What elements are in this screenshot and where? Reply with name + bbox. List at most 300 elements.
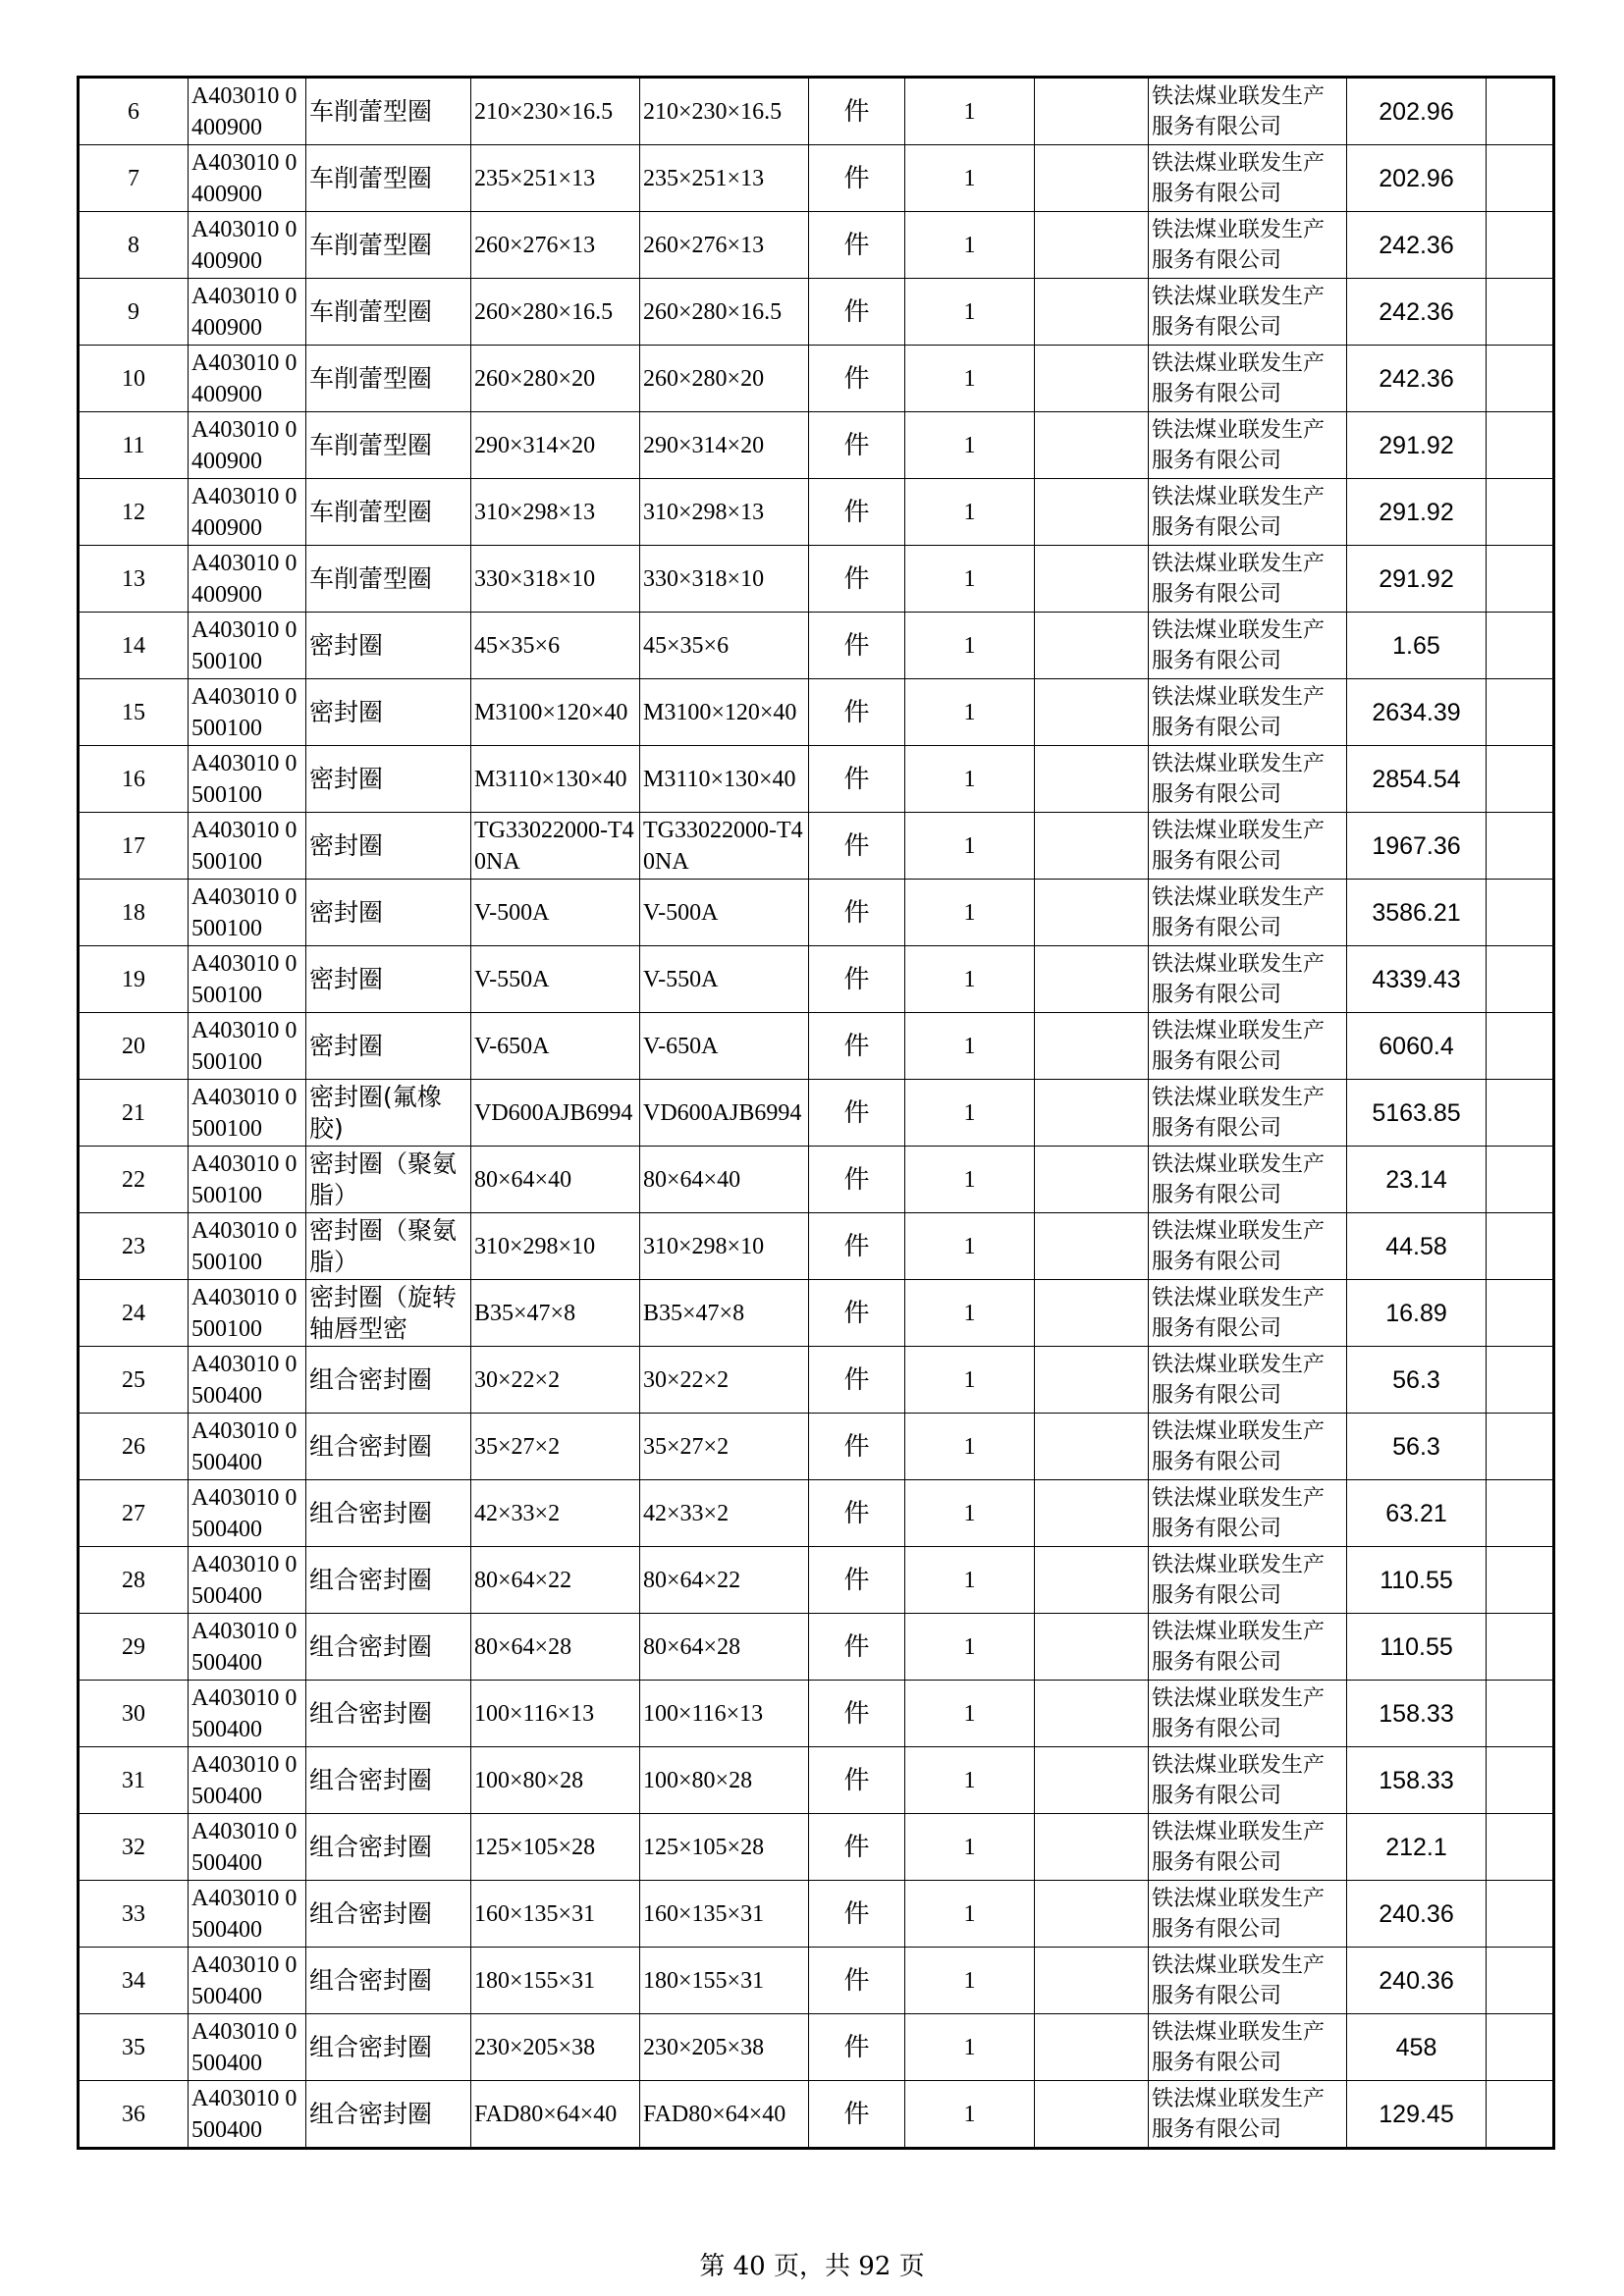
- spec-model-alt-cell: TG33022000-T40NA: [640, 813, 809, 880]
- material-name-cell: 车削蕾型圈: [306, 78, 471, 145]
- material-code-cell: A403010 0400900: [189, 145, 306, 212]
- spec-model-cell: 125×105×28: [471, 1814, 640, 1881]
- unit-cell: 件: [809, 412, 905, 479]
- remark-cell: [1035, 145, 1149, 212]
- material-name-cell: 密封圈: [306, 679, 471, 746]
- unit-price-cell: 4339.43: [1347, 946, 1487, 1013]
- extra-cell: [1487, 346, 1554, 412]
- unit-cell: 件: [809, 1547, 905, 1614]
- spec-model-cell: 290×314×20: [471, 412, 640, 479]
- material-code-cell: A403010 0500400: [189, 1414, 306, 1480]
- material-name-cell: 组合密封圈: [306, 1614, 471, 1681]
- row-index-cell: 15: [79, 679, 189, 746]
- unit-price-cell: 2634.39: [1347, 679, 1487, 746]
- remark-cell: [1035, 1547, 1149, 1614]
- supplier-cell: 铁法煤业联发生产服务有限公司: [1149, 2014, 1347, 2081]
- unit-price-cell: 158.33: [1347, 1681, 1487, 1747]
- material-code-cell: A403010 0500100: [189, 946, 306, 1013]
- material-code-cell: A403010 0400900: [189, 479, 306, 546]
- quantity-cell: 1: [905, 212, 1035, 279]
- spec-model-alt-cell: 260×276×13: [640, 212, 809, 279]
- supplier-cell: 铁法煤业联发生产服务有限公司: [1149, 212, 1347, 279]
- table-row: [79, 1147, 1554, 1213]
- unit-price-cell: 110.55: [1347, 1547, 1487, 1614]
- material-code-cell: A403010 0500400: [189, 1948, 306, 2014]
- spec-model-cell: V-650A: [471, 1013, 640, 1080]
- spec-model-alt-cell: FAD80×64×40: [640, 2081, 809, 2149]
- spec-model-alt-cell: 290×314×20: [640, 412, 809, 479]
- row-index-cell: 6: [79, 78, 189, 145]
- material-name-cell: 组合密封圈: [306, 1814, 471, 1881]
- quantity-cell: 1: [905, 613, 1035, 679]
- unit-cell: 件: [809, 2081, 905, 2149]
- remark-cell: [1035, 479, 1149, 546]
- unit-cell: 件: [809, 1614, 905, 1681]
- spec-model-alt-cell: 210×230×16.5: [640, 78, 809, 145]
- material-name-cell: 密封圈（聚氨脂）: [306, 1213, 471, 1280]
- table-row: [79, 1347, 1554, 1414]
- spec-model-alt-cell: 80×64×22: [640, 1547, 809, 1614]
- quantity-cell: 1: [905, 279, 1035, 346]
- table-row: [79, 1480, 1554, 1547]
- supplier-cell: 铁法煤业联发生产服务有限公司: [1149, 279, 1347, 346]
- spec-model-cell: VD600AJB6994: [471, 1080, 640, 1147]
- spec-model-alt-cell: M3110×130×40: [640, 746, 809, 813]
- unit-price-cell: 2854.54: [1347, 746, 1487, 813]
- row-index-cell: 34: [79, 1948, 189, 2014]
- spec-model-cell: 80×64×28: [471, 1614, 640, 1681]
- table-row: [79, 613, 1554, 679]
- quantity-cell: 1: [905, 1681, 1035, 1747]
- row-index-cell: 23: [79, 1213, 189, 1280]
- remark-cell: [1035, 1280, 1149, 1347]
- table-row: [79, 880, 1554, 946]
- supplier-cell: 铁法煤业联发生产服务有限公司: [1149, 946, 1347, 1013]
- remark-cell: [1035, 1080, 1149, 1147]
- unit-cell: 件: [809, 613, 905, 679]
- spec-model-cell: 35×27×2: [471, 1414, 640, 1480]
- unit-cell: 件: [809, 1280, 905, 1347]
- spec-model-cell: 180×155×31: [471, 1948, 640, 2014]
- spec-model-alt-cell: 310×298×10: [640, 1213, 809, 1280]
- unit-cell: 件: [809, 1881, 905, 1948]
- row-index-cell: 19: [79, 946, 189, 1013]
- extra-cell: [1487, 1547, 1554, 1614]
- quantity-cell: 1: [905, 2014, 1035, 2081]
- remark-cell: [1035, 212, 1149, 279]
- remark-cell: [1035, 546, 1149, 613]
- table-row: [79, 679, 1554, 746]
- extra-cell: [1487, 1814, 1554, 1881]
- extra-cell: [1487, 279, 1554, 346]
- row-index-cell: 7: [79, 145, 189, 212]
- unit-cell: 件: [809, 1681, 905, 1747]
- material-code-cell: A403010 0500400: [189, 1547, 306, 1614]
- quantity-cell: 1: [905, 880, 1035, 946]
- table-row: [79, 546, 1554, 613]
- spec-model-alt-cell: 100×80×28: [640, 1747, 809, 1814]
- remark-cell: [1035, 813, 1149, 880]
- supplier-cell: 铁法煤业联发生产服务有限公司: [1149, 679, 1347, 746]
- remark-cell: [1035, 78, 1149, 145]
- unit-price-cell: 240.36: [1347, 1948, 1487, 2014]
- quantity-cell: 1: [905, 479, 1035, 546]
- unit-cell: 件: [809, 946, 905, 1013]
- table-row: [79, 1681, 1554, 1747]
- spec-model-alt-cell: 30×22×2: [640, 1347, 809, 1414]
- supplier-cell: 铁法煤业联发生产服务有限公司: [1149, 1280, 1347, 1347]
- supplier-cell: 铁法煤业联发生产服务有限公司: [1149, 1480, 1347, 1547]
- spec-model-cell: 310×298×10: [471, 1213, 640, 1280]
- unit-price-cell: 202.96: [1347, 78, 1487, 145]
- unit-cell: 件: [809, 1347, 905, 1414]
- material-name-cell: 密封圈（旋转轴唇型密: [306, 1280, 471, 1347]
- unit-price-cell: 202.96: [1347, 145, 1487, 212]
- extra-cell: [1487, 1347, 1554, 1414]
- row-index-cell: 35: [79, 2014, 189, 2081]
- table-row: [79, 946, 1554, 1013]
- unit-cell: 件: [809, 212, 905, 279]
- unit-price-cell: 458: [1347, 2014, 1487, 2081]
- unit-cell: 件: [809, 1480, 905, 1547]
- unit-price-cell: 242.36: [1347, 212, 1487, 279]
- quantity-cell: 1: [905, 746, 1035, 813]
- remark-cell: [1035, 613, 1149, 679]
- material-name-cell: 组合密封圈: [306, 2081, 471, 2149]
- material-code-cell: A403010 0500100: [189, 1080, 306, 1147]
- unit-cell: 件: [809, 746, 905, 813]
- table-row: [79, 813, 1554, 880]
- unit-cell: 件: [809, 1747, 905, 1814]
- unit-price-cell: 240.36: [1347, 1881, 1487, 1948]
- material-name-cell: 车削蕾型圈: [306, 546, 471, 613]
- spec-model-alt-cell: 125×105×28: [640, 1814, 809, 1881]
- material-code-cell: A403010 0500400: [189, 1681, 306, 1747]
- unit-price-cell: 291.92: [1347, 412, 1487, 479]
- supplier-cell: 铁法煤业联发生产服务有限公司: [1149, 813, 1347, 880]
- extra-cell: [1487, 1147, 1554, 1213]
- extra-cell: [1487, 1881, 1554, 1948]
- spec-model-cell: M3110×130×40: [471, 746, 640, 813]
- spec-model-cell: M3100×120×40: [471, 679, 640, 746]
- quantity-cell: 1: [905, 1213, 1035, 1280]
- extra-cell: [1487, 212, 1554, 279]
- supplier-cell: 铁法煤业联发生产服务有限公司: [1149, 412, 1347, 479]
- spec-model-alt-cell: V-550A: [640, 946, 809, 1013]
- spec-model-alt-cell: 100×116×13: [640, 1681, 809, 1747]
- extra-cell: [1487, 1414, 1554, 1480]
- material-name-cell: 密封圈: [306, 613, 471, 679]
- quantity-cell: 1: [905, 813, 1035, 880]
- quantity-cell: 1: [905, 546, 1035, 613]
- table-row: [79, 145, 1554, 212]
- extra-cell: [1487, 1013, 1554, 1080]
- material-code-cell: A403010 0400900: [189, 279, 306, 346]
- spec-model-cell: 80×64×22: [471, 1547, 640, 1614]
- row-index-cell: 8: [79, 212, 189, 279]
- row-index-cell: 25: [79, 1347, 189, 1414]
- supplier-cell: 铁法煤业联发生产服务有限公司: [1149, 1347, 1347, 1414]
- spec-model-alt-cell: B35×47×8: [640, 1280, 809, 1347]
- extra-cell: [1487, 78, 1554, 145]
- material-name-cell: 车削蕾型圈: [306, 412, 471, 479]
- unit-cell: 件: [809, 1213, 905, 1280]
- extra-cell: [1487, 412, 1554, 479]
- unit-price-cell: 63.21: [1347, 1480, 1487, 1547]
- extra-cell: [1487, 145, 1554, 212]
- supplier-cell: 铁法煤业联发生产服务有限公司: [1149, 1013, 1347, 1080]
- spec-model-cell: 330×318×10: [471, 546, 640, 613]
- quantity-cell: 1: [905, 412, 1035, 479]
- table-row: [79, 1881, 1554, 1948]
- material-code-cell: A403010 0500100: [189, 1213, 306, 1280]
- quantity-cell: 1: [905, 1614, 1035, 1681]
- unit-price-cell: 158.33: [1347, 1747, 1487, 1814]
- spec-model-cell: B35×47×8: [471, 1280, 640, 1347]
- supplier-cell: 铁法煤业联发生产服务有限公司: [1149, 1614, 1347, 1681]
- unit-price-cell: 56.3: [1347, 1347, 1487, 1414]
- supplier-cell: 铁法煤业联发生产服务有限公司: [1149, 479, 1347, 546]
- material-name-cell: 密封圈: [306, 813, 471, 880]
- remark-cell: [1035, 1747, 1149, 1814]
- spec-model-alt-cell: V-650A: [640, 1013, 809, 1080]
- remark-cell: [1035, 1681, 1149, 1747]
- row-index-cell: 16: [79, 746, 189, 813]
- quantity-cell: 1: [905, 1747, 1035, 1814]
- supplier-cell: 铁法煤业联发生产服务有限公司: [1149, 880, 1347, 946]
- quantity-cell: 1: [905, 1414, 1035, 1480]
- supplier-cell: 铁法煤业联发生产服务有限公司: [1149, 346, 1347, 412]
- material-code-cell: A403010 0500100: [189, 1147, 306, 1213]
- material-code-cell: A403010 0500100: [189, 880, 306, 946]
- table-row: [79, 1280, 1554, 1347]
- unit-price-cell: 110.55: [1347, 1614, 1487, 1681]
- unit-price-cell: 56.3: [1347, 1414, 1487, 1480]
- material-name-cell: 车削蕾型圈: [306, 212, 471, 279]
- spec-model-cell: 42×33×2: [471, 1480, 640, 1547]
- quantity-cell: 1: [905, 1814, 1035, 1881]
- row-index-cell: 30: [79, 1681, 189, 1747]
- spec-model-alt-cell: 42×33×2: [640, 1480, 809, 1547]
- remark-cell: [1035, 880, 1149, 946]
- material-name-cell: 组合密封圈: [306, 1948, 471, 2014]
- extra-cell: [1487, 2081, 1554, 2149]
- material-code-cell: A403010 0500100: [189, 746, 306, 813]
- unit-cell: 件: [809, 813, 905, 880]
- supplier-cell: 铁法煤业联发生产服务有限公司: [1149, 1147, 1347, 1213]
- row-index-cell: 21: [79, 1080, 189, 1147]
- remark-cell: [1035, 1213, 1149, 1280]
- row-index-cell: 12: [79, 479, 189, 546]
- material-name-cell: 组合密封圈: [306, 1480, 471, 1547]
- material-code-cell: A403010 0500100: [189, 613, 306, 679]
- extra-cell: [1487, 813, 1554, 880]
- row-index-cell: 9: [79, 279, 189, 346]
- material-code-cell: A403010 0500400: [189, 1747, 306, 1814]
- quantity-cell: 1: [905, 1080, 1035, 1147]
- spec-model-alt-cell: 35×27×2: [640, 1414, 809, 1480]
- row-index-cell: 36: [79, 2081, 189, 2149]
- material-code-cell: A403010 0500100: [189, 679, 306, 746]
- extra-cell: [1487, 479, 1554, 546]
- material-name-cell: 密封圈: [306, 1013, 471, 1080]
- unit-cell: 件: [809, 679, 905, 746]
- spec-model-alt-cell: 80×64×28: [640, 1614, 809, 1681]
- spec-model-cell: TG33022000-T40NA: [471, 813, 640, 880]
- remark-cell: [1035, 346, 1149, 412]
- unit-price-cell: 291.92: [1347, 479, 1487, 546]
- unit-cell: 件: [809, 479, 905, 546]
- material-code-cell: A403010 0500100: [189, 813, 306, 880]
- remark-cell: [1035, 1948, 1149, 2014]
- remark-cell: [1035, 1013, 1149, 1080]
- material-code-cell: A403010 0400900: [189, 78, 306, 145]
- table-row: [79, 212, 1554, 279]
- remark-cell: [1035, 1147, 1149, 1213]
- supplier-cell: 铁法煤业联发生产服务有限公司: [1149, 78, 1347, 145]
- unit-price-cell: 23.14: [1347, 1147, 1487, 1213]
- document-table-container: [77, 76, 1552, 2150]
- unit-price-cell: 1.65: [1347, 613, 1487, 679]
- material-code-cell: A403010 0500400: [189, 1881, 306, 1948]
- remark-cell: [1035, 279, 1149, 346]
- spec-model-alt-cell: 230×205×38: [640, 2014, 809, 2081]
- remark-cell: [1035, 2081, 1149, 2149]
- page-number-footer: 第 40 页，共 92 页: [699, 2252, 925, 2281]
- row-index-cell: 31: [79, 1747, 189, 1814]
- unit-cell: 件: [809, 1013, 905, 1080]
- extra-cell: [1487, 946, 1554, 1013]
- spec-model-alt-cell: 235×251×13: [640, 145, 809, 212]
- unit-cell: 件: [809, 880, 905, 946]
- spec-model-cell: 260×280×20: [471, 346, 640, 412]
- table-row: [79, 1013, 1554, 1080]
- material-code-cell: A403010 0500400: [189, 1614, 306, 1681]
- extra-cell: [1487, 1213, 1554, 1280]
- material-code-cell: A403010 0500400: [189, 2014, 306, 2081]
- unit-price-cell: 3586.21: [1347, 880, 1487, 946]
- material-code-cell: A403010 0500400: [189, 1814, 306, 1881]
- unit-price-cell: 1967.36: [1347, 813, 1487, 880]
- remark-cell: [1035, 1480, 1149, 1547]
- material-name-cell: 组合密封圈: [306, 2014, 471, 2081]
- quantity-cell: 1: [905, 346, 1035, 412]
- material-name-cell: 密封圈（聚氨脂）: [306, 1147, 471, 1213]
- row-index-cell: 26: [79, 1414, 189, 1480]
- unit-price-cell: 44.58: [1347, 1213, 1487, 1280]
- supplier-cell: 铁法煤业联发生产服务有限公司: [1149, 1681, 1347, 1747]
- table-row: [79, 1614, 1554, 1681]
- remark-cell: [1035, 1614, 1149, 1681]
- spec-model-cell: 235×251×13: [471, 145, 640, 212]
- material-name-cell: 车削蕾型圈: [306, 279, 471, 346]
- row-index-cell: 28: [79, 1547, 189, 1614]
- material-code-cell: A403010 0400900: [189, 346, 306, 412]
- unit-cell: 件: [809, 1814, 905, 1881]
- supplier-cell: 铁法煤业联发生产服务有限公司: [1149, 1080, 1347, 1147]
- unit-cell: 件: [809, 145, 905, 212]
- material-name-cell: 组合密封圈: [306, 1414, 471, 1480]
- unit-cell: 件: [809, 1080, 905, 1147]
- table-row: [79, 1948, 1554, 2014]
- supplier-cell: 铁法煤业联发生产服务有限公司: [1149, 1414, 1347, 1480]
- table-body: [79, 78, 1554, 2149]
- unit-price-cell: 5163.85: [1347, 1080, 1487, 1147]
- row-index-cell: 17: [79, 813, 189, 880]
- supplier-cell: 铁法煤业联发生产服务有限公司: [1149, 546, 1347, 613]
- spec-model-alt-cell: M3100×120×40: [640, 679, 809, 746]
- spec-model-alt-cell: 80×64×40: [640, 1147, 809, 1213]
- unit-cell: 件: [809, 1948, 905, 2014]
- table-row: [79, 1213, 1554, 1280]
- table-row: [79, 412, 1554, 479]
- material-code-cell: A403010 0500400: [189, 1480, 306, 1547]
- table-row: [79, 346, 1554, 412]
- spec-model-cell: 45×35×6: [471, 613, 640, 679]
- spec-model-alt-cell: 260×280×16.5: [640, 279, 809, 346]
- spec-model-cell: 160×135×31: [471, 1881, 640, 1948]
- material-name-cell: 组合密封圈: [306, 1881, 471, 1948]
- extra-cell: [1487, 1614, 1554, 1681]
- table-row: [79, 2014, 1554, 2081]
- unit-cell: 件: [809, 346, 905, 412]
- spec-model-cell: 260×276×13: [471, 212, 640, 279]
- supplier-cell: 铁法煤业联发生产服务有限公司: [1149, 1814, 1347, 1881]
- row-index-cell: 32: [79, 1814, 189, 1881]
- spec-model-cell: 80×64×40: [471, 1147, 640, 1213]
- remark-cell: [1035, 1347, 1149, 1414]
- row-index-cell: 18: [79, 880, 189, 946]
- material-code-cell: A403010 0400900: [189, 412, 306, 479]
- extra-cell: [1487, 880, 1554, 946]
- row-index-cell: 11: [79, 412, 189, 479]
- unit-cell: 件: [809, 546, 905, 613]
- remark-cell: [1035, 946, 1149, 1013]
- spec-model-alt-cell: V-500A: [640, 880, 809, 946]
- material-name-cell: 组合密封圈: [306, 1547, 471, 1614]
- unit-cell: 件: [809, 1414, 905, 1480]
- table-row: [79, 746, 1554, 813]
- material-code-cell: A403010 0500100: [189, 1280, 306, 1347]
- spec-model-alt-cell: VD600AJB6994: [640, 1080, 809, 1147]
- spec-model-cell: 230×205×38: [471, 2014, 640, 2081]
- quantity-cell: 1: [905, 1280, 1035, 1347]
- row-index-cell: 22: [79, 1147, 189, 1213]
- quantity-cell: 1: [905, 679, 1035, 746]
- table-row: [79, 1747, 1554, 1814]
- supplier-cell: 铁法煤业联发生产服务有限公司: [1149, 1948, 1347, 2014]
- row-index-cell: 10: [79, 346, 189, 412]
- remark-cell: [1035, 2014, 1149, 2081]
- extra-cell: [1487, 1747, 1554, 1814]
- supplier-cell: 铁法煤业联发生产服务有限公司: [1149, 1547, 1347, 1614]
- table-row: [79, 1414, 1554, 1480]
- unit-price-cell: 6060.4: [1347, 1013, 1487, 1080]
- unit-price-cell: 212.1: [1347, 1814, 1487, 1881]
- quantity-cell: 1: [905, 2081, 1035, 2149]
- quantity-cell: 1: [905, 1948, 1035, 2014]
- row-index-cell: 33: [79, 1881, 189, 1948]
- material-price-table: [77, 76, 1555, 2150]
- spec-model-cell: 260×280×16.5: [471, 279, 640, 346]
- quantity-cell: 1: [905, 1881, 1035, 1948]
- spec-model-cell: FAD80×64×40: [471, 2081, 640, 2149]
- table-row: [79, 479, 1554, 546]
- material-code-cell: A403010 0400900: [189, 212, 306, 279]
- spec-model-alt-cell: 180×155×31: [640, 1948, 809, 2014]
- supplier-cell: 铁法煤业联发生产服务有限公司: [1149, 1747, 1347, 1814]
- unit-price-cell: 16.89: [1347, 1280, 1487, 1347]
